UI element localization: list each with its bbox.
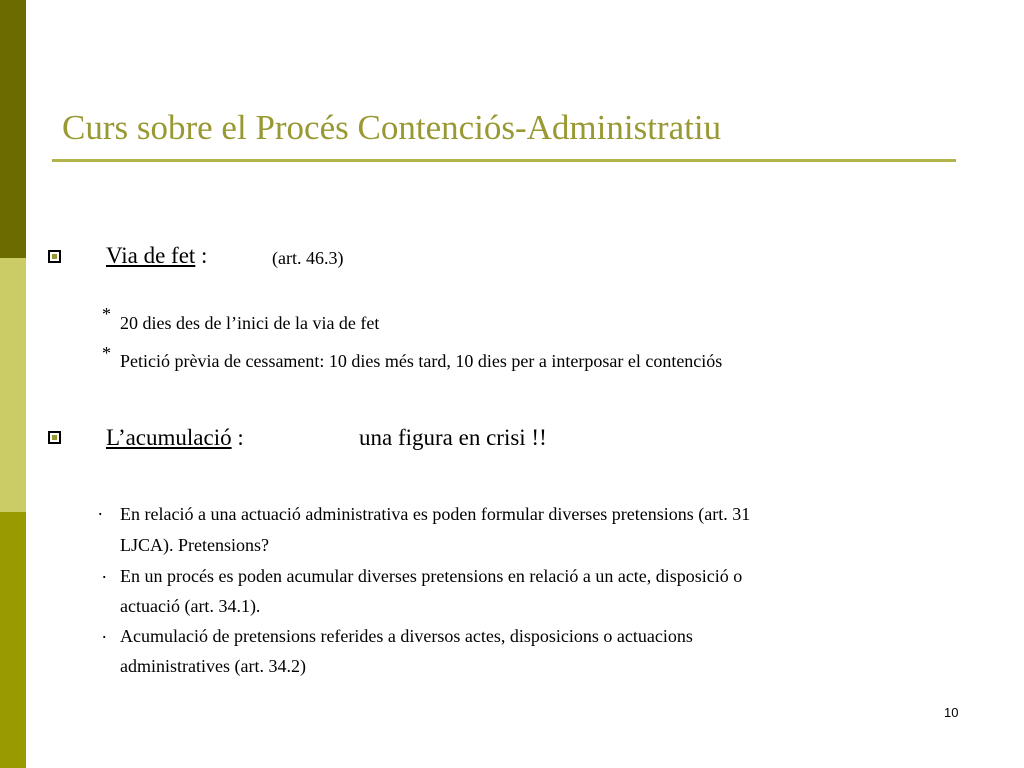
dot-marker: .	[102, 562, 107, 582]
bullet-square-icon	[48, 250, 61, 263]
list-item-line: actuació (art. 34.1).	[120, 596, 261, 616]
heading-colon: :	[231, 425, 244, 450]
section-tagline: una figura en crisi !!	[359, 425, 547, 450]
asterisk-marker: *	[102, 304, 111, 324]
list-item-line: Acumulació de pretensions referides a diversos actes, disposicions o actuacions	[120, 626, 693, 646]
asterisk-marker: *	[102, 343, 111, 363]
title-underline	[52, 159, 956, 162]
side-bar-bottom	[0, 512, 26, 768]
list-item: Petició prèvia de cessament: 10 dies més tard, 10 dies per a interposar el contenciós	[120, 351, 723, 371]
section-heading-via-de-fet	[106, 243, 344, 269]
list-item-line: En un procés es poden acumular diverses pretensions en relació a un acte, disposició o	[120, 566, 743, 586]
dot-marker: .	[102, 622, 107, 642]
heading-text: L’acumulació	[106, 425, 232, 450]
list-item	[120, 499, 750, 561]
list-item-line: En relació a una actuació administrativa es poden formular diverses pretensions (art. 31	[120, 504, 751, 524]
article-reference: (art. 46.3)	[272, 248, 344, 268]
list-item	[120, 621, 693, 681]
list-item-line: LJCA). Pretensions?	[120, 535, 269, 555]
bullet-square-icon	[48, 431, 61, 444]
list-item-line: administratives (art. 34.2)	[120, 656, 306, 676]
side-bar-middle	[0, 258, 26, 512]
dot-marker: .	[98, 499, 103, 519]
side-bar-top	[0, 0, 26, 258]
section-heading-acumulacio	[106, 425, 547, 451]
list-item	[120, 561, 742, 621]
page-number: 10	[944, 705, 959, 720]
heading-colon: :	[195, 243, 208, 268]
list-item: 20 dies des de l’inici de la via de fet	[120, 313, 380, 333]
slide-title: Curs sobre el Procés Contenciós-Administratiu	[62, 108, 722, 147]
heading-text: Via de fet	[106, 243, 196, 268]
